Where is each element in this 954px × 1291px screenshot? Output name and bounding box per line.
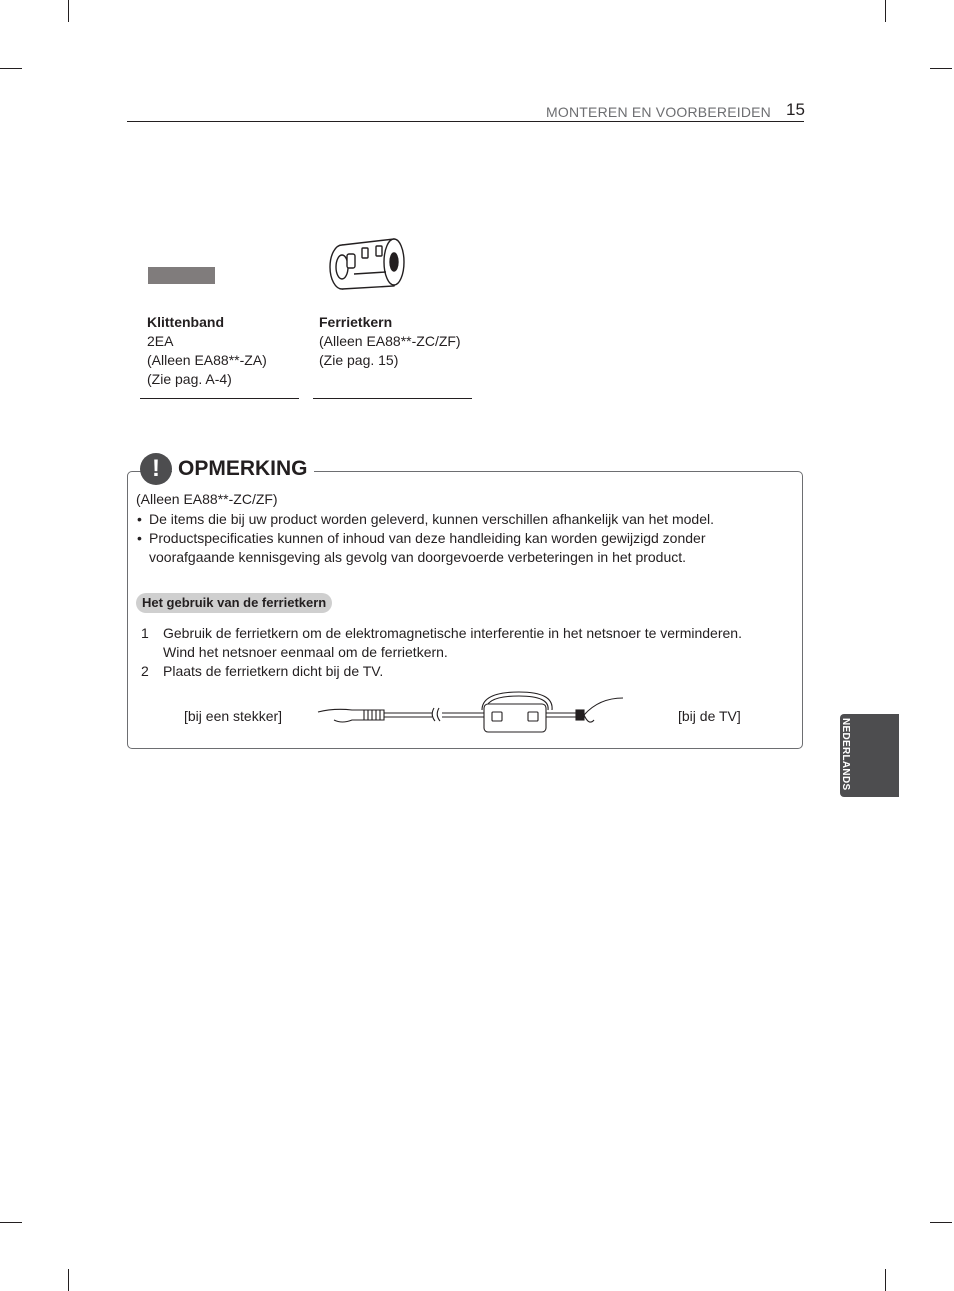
note-model-text: (Alleen EA88**-ZC/ZF)	[136, 491, 278, 507]
accessory-velcro	[147, 313, 267, 389]
bullet-mark: •	[137, 511, 142, 527]
crop-mark	[885, 1269, 886, 1291]
header-rule	[127, 121, 804, 122]
ferrite-core-image	[326, 234, 410, 296]
accessory-detail: (Zie pag. A-4)	[147, 371, 232, 387]
accessory-detail: (Zie pag. 15)	[319, 352, 399, 368]
step-number: 2	[141, 663, 149, 679]
step-text-continued: Wind het netsnoer eenmaal om de ferrietkern.	[163, 644, 448, 660]
bullet-mark: •	[137, 530, 142, 546]
crop-mark	[68, 1269, 69, 1291]
running-header: MONTEREN EN VOORBEREIDEN	[546, 104, 771, 120]
note-bullet-continued: voorafgaande kennisgeving als gevolg van doorgevoerde verbeteringen in het product.	[149, 549, 687, 565]
note-bullet: Productspecificaties kunnen of inhoud van deze handleiding kan worden gewijzigd zonder	[149, 530, 706, 546]
crop-mark	[885, 0, 886, 22]
accessory-ferrite	[319, 313, 461, 370]
accessory-rule	[140, 398, 299, 399]
subheading-pill: Het gebruik van de ferrietkern	[136, 593, 332, 613]
exclamation-icon: !	[140, 453, 172, 485]
step-text: Plaats de ferrietkern dicht bij de TV.	[163, 663, 384, 679]
accessory-rule	[313, 398, 472, 399]
crop-mark	[68, 0, 69, 22]
step-text: Gebruik de ferrietkern om de elektromagnetische interferentie in het netsnoer te verminderen.	[163, 625, 742, 641]
crop-mark	[0, 68, 22, 69]
accessory-detail: (Alleen EA88**-ZA)	[147, 352, 267, 368]
diagram-label-tv: [bij de TV]	[678, 708, 741, 724]
accessory-name: Ferrietkern	[319, 314, 393, 330]
note-title: OPMERKING	[172, 457, 314, 481]
accessory-name: Klittenband	[147, 314, 224, 330]
language-tab-label: NEDERLANDS	[840, 718, 851, 791]
crop-mark	[0, 1222, 22, 1223]
crop-mark	[930, 1222, 952, 1223]
ferrite-cable-diagram	[314, 688, 626, 738]
step-number: 1	[141, 625, 149, 641]
diagram-label-plug: [bij een stekker]	[184, 708, 283, 724]
page-number: 15	[786, 100, 805, 119]
crop-mark	[930, 68, 952, 69]
velcro-strap-image	[148, 267, 215, 284]
accessory-detail: 2EA	[147, 333, 174, 349]
accessory-detail: (Alleen EA88**-ZC/ZF)	[319, 333, 461, 349]
note-bullet: De items die bij uw product worden geleverd, kunnen verschillen afhankelijk van het model.	[149, 511, 714, 527]
